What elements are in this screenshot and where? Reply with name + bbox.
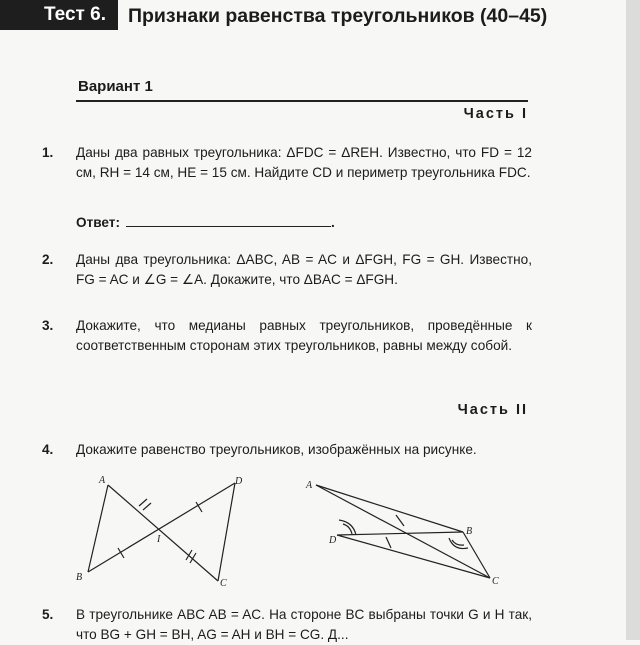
test-badge: Тест 6. <box>0 0 118 30</box>
segment-dc <box>337 535 490 578</box>
label-c: C <box>220 578 227 589</box>
angle-arc <box>339 520 356 535</box>
segment-ab <box>88 485 108 572</box>
tick-mark <box>396 515 404 526</box>
tick-mark <box>139 499 147 506</box>
answer-label: Ответ: <box>76 215 120 230</box>
task-text: В треугольнике ABC AB = AC. На стороне BC выбраны точки G и H так, что BG + GH = BH, AG = AH и BH = CG. Д... <box>76 607 532 642</box>
task-number: 5. <box>42 607 54 622</box>
segment-dc <box>218 483 235 581</box>
variant-heading: Вариант 1 <box>78 78 153 95</box>
segment-ac <box>108 485 218 581</box>
label-c: C <box>492 576 499 587</box>
answer-field: Ответ: . <box>76 215 335 230</box>
label-d: D <box>329 535 337 546</box>
tick-mark <box>143 503 151 510</box>
task-number: 1. <box>42 145 54 160</box>
task-number: 4. <box>42 442 54 457</box>
tick-mark <box>386 537 391 548</box>
label-i: I <box>157 534 161 545</box>
label-b: B <box>76 572 83 583</box>
part-1-heading: Часть I <box>463 106 528 122</box>
part-2-heading: Часть II <box>457 402 528 418</box>
angle-arc <box>452 540 464 545</box>
figure-2 <box>316 485 490 578</box>
task-text: Докажите равенство треугольников, изображённых на рисунке. <box>76 442 477 457</box>
label-a: A <box>99 475 106 486</box>
task-text: Даны два равных треугольника: ΔFDC = ΔREH. Известно, что FD = 12 см, RH = 14 см, HE = 15 см. Найдите CD и периметр треугольника FDC. <box>76 145 532 180</box>
task-text: Докажите, что медианы равных треугольников, проведённые к соответственным сторонам этих треугольников, равны между собой. <box>76 318 532 353</box>
page-title: Признаки равенства треугольников (40–45) <box>128 5 548 27</box>
task-text: Даны два треугольника: ΔABC, AB = AC и ΔFGH, FG = GH. Известно, FG = AC и ∠G = ∠A. Докажите, что ΔBAC = ΔFGH. <box>76 252 532 287</box>
task-number: 3. <box>42 318 54 333</box>
task-5 <box>42 605 532 645</box>
label-a: A <box>306 480 313 491</box>
segment-ac <box>316 485 490 578</box>
tick-mark <box>186 550 192 560</box>
label-d: D <box>235 476 243 487</box>
angle-arc <box>449 538 468 549</box>
figure-1 <box>88 483 235 581</box>
task-number: 2. <box>42 252 54 267</box>
segment-bd <box>88 483 235 572</box>
label-b: B <box>466 526 473 537</box>
